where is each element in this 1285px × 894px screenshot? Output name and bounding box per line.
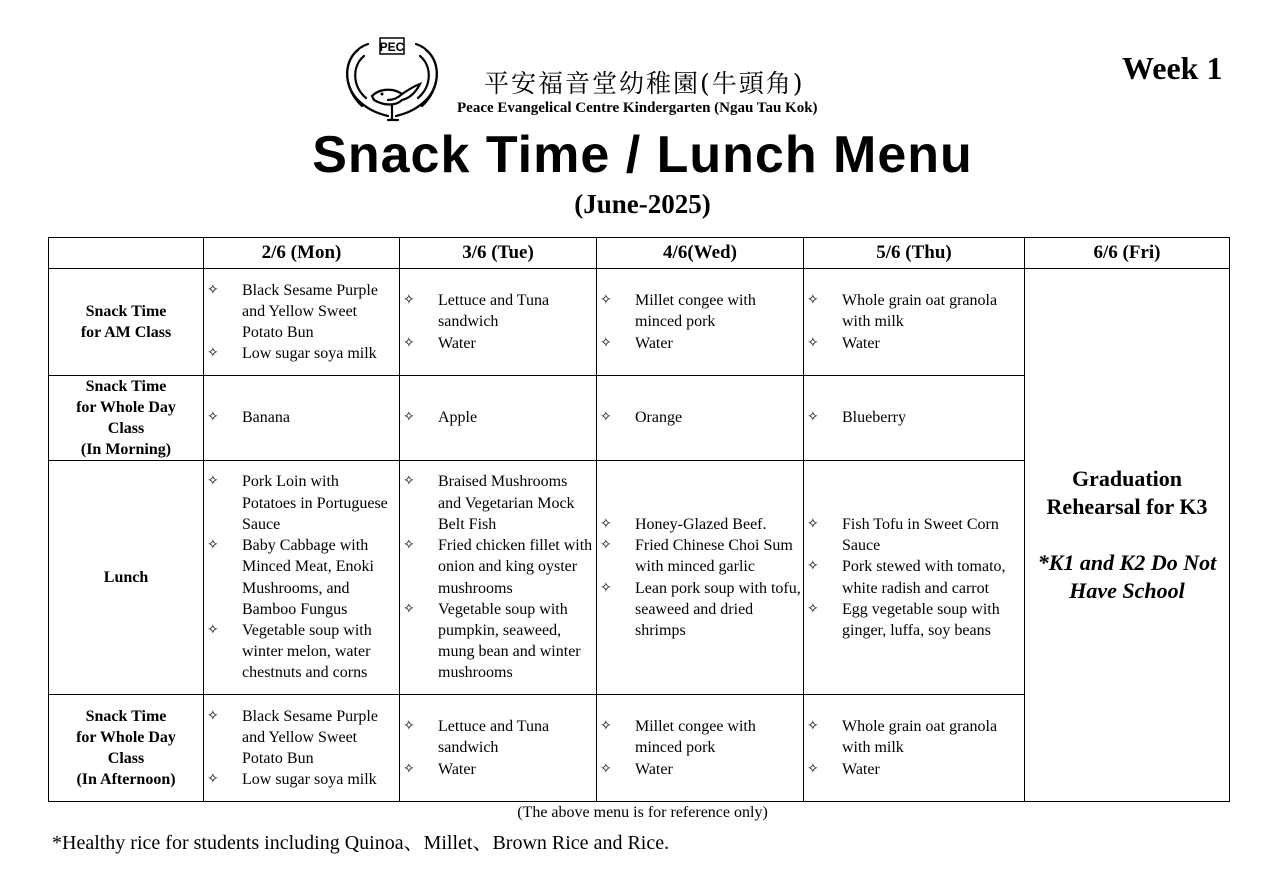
menu-item-text: Lean pork soup with tofu, seaweed and dried shrimps	[635, 579, 801, 639]
menu-item	[204, 620, 399, 684]
menu-item	[597, 407, 803, 428]
menu-item	[400, 290, 596, 332]
menu-item	[400, 716, 596, 758]
menu-cell	[400, 269, 597, 376]
row-header	[49, 269, 204, 376]
row-header-line: Class	[107, 420, 145, 437]
menu-item	[400, 333, 596, 354]
menu-item	[804, 290, 1024, 332]
menu-item-text: Honey-Glazed Beef.	[635, 515, 767, 533]
menu-item-list	[804, 514, 1024, 641]
menu-item-list	[204, 280, 399, 365]
row-header-line: Snack Time	[85, 708, 167, 725]
star-bullet-icon: ✧	[403, 473, 415, 490]
menu-item-list	[804, 407, 1024, 428]
menu-item	[400, 471, 596, 535]
menu-item-text: Water	[438, 334, 476, 352]
menu-item	[804, 556, 1024, 598]
friday-note-line: Have School	[1069, 578, 1185, 603]
menu-item-text: Apple	[438, 409, 478, 427]
star-bullet-icon: ✧	[807, 760, 819, 777]
row-header	[49, 376, 204, 461]
menu-cell	[804, 269, 1025, 376]
menu-cell	[804, 376, 1025, 461]
school-name-english: Peace Evangelical Centre Kindergarten (Ngau Tau Kok)	[457, 100, 818, 116]
row-header-line: (In Afternoon)	[76, 771, 176, 788]
footer-note: *Healthy rice for students including Quinoa、Millet、Brown Rice and Rice.	[52, 832, 670, 854]
star-bullet-icon: ✧	[807, 718, 819, 735]
menu-item	[204, 280, 399, 344]
menu-table	[48, 237, 1230, 802]
row-header-line: Class	[107, 750, 145, 767]
star-bullet-icon: ✧	[207, 281, 219, 298]
menu-item-list	[597, 407, 803, 428]
menu-item-text: Low sugar soya milk	[242, 771, 377, 789]
menu-cell	[597, 269, 804, 376]
menu-item-list	[804, 716, 1024, 780]
menu-item-list	[204, 407, 399, 428]
menu-item-text: Vegetable soup with pumpkin, seaweed, mung bean and winter mushrooms	[438, 600, 581, 682]
star-bullet-icon: ✧	[807, 334, 819, 351]
star-bullet-icon: ✧	[207, 473, 219, 490]
menu-item-list	[204, 471, 399, 683]
row-header-line: Snack Time	[85, 378, 167, 395]
menu-item	[204, 343, 399, 364]
row-header	[49, 695, 204, 802]
menu-cell	[400, 376, 597, 461]
reference-note: (The above menu is for reference only)	[517, 804, 768, 821]
menu-item-text: Low sugar soya milk	[242, 345, 377, 363]
star-bullet-icon: ✧	[207, 621, 219, 638]
page-subtitle: (June-2025)	[574, 189, 711, 219]
menu-item	[597, 290, 803, 332]
menu-item-text: Orange	[635, 409, 683, 427]
row-header-line: for AM Class	[80, 324, 172, 341]
menu-item-text: Pork stewed with tomato, white radish and carrot	[842, 558, 1006, 597]
menu-item	[597, 716, 803, 758]
star-bullet-icon: ✧	[207, 409, 219, 426]
menu-cell	[204, 695, 400, 802]
menu-item-list	[400, 716, 596, 780]
star-bullet-icon: ✧	[207, 707, 219, 724]
star-bullet-icon: ✧	[600, 760, 612, 777]
menu-item-text: Millet congee with minced pork	[635, 718, 756, 757]
menu-item-list	[597, 514, 803, 641]
menu-item-text: Banana	[242, 409, 290, 427]
menu-item	[597, 535, 803, 577]
star-bullet-icon: ✧	[207, 771, 219, 788]
row-header	[49, 461, 204, 695]
menu-item	[204, 535, 399, 620]
friday-event-line: Rehearsal for K3	[1046, 494, 1208, 519]
menu-item-text: Water	[842, 760, 880, 778]
row-header-line: (In Morning)	[80, 441, 172, 458]
menu-item	[400, 407, 596, 428]
star-bullet-icon: ✧	[403, 409, 415, 426]
menu-item-text: Vegetable soup with winter melon, water chestnuts and corns	[242, 621, 372, 682]
menu-item-list	[400, 407, 596, 428]
menu-cell	[400, 461, 597, 695]
menu-cell	[804, 695, 1025, 802]
menu-item-text: Whole grain oat granola with milk	[842, 718, 998, 757]
day-header: 6/6 (Fri)	[1025, 238, 1230, 269]
menu-cell	[804, 461, 1025, 695]
menu-row	[49, 269, 1230, 376]
friday-event-line: Graduation	[1071, 466, 1183, 491]
menu-cell	[597, 695, 804, 802]
menu-cell	[597, 461, 804, 695]
menu-item	[597, 514, 803, 535]
logo-text: PEC	[379, 40, 405, 54]
menu-cell	[204, 461, 400, 695]
menu-item	[804, 333, 1024, 354]
menu-cell	[204, 376, 400, 461]
star-bullet-icon: ✧	[207, 345, 219, 362]
star-bullet-icon: ✧	[403, 600, 415, 617]
day-header: 3/6 (Tue)	[400, 238, 597, 269]
star-bullet-icon: ✧	[600, 537, 612, 554]
menu-item	[204, 407, 399, 428]
menu-item-list	[597, 290, 803, 354]
menu-item-text: Baby Cabbage with Minced Meat, Enoki Mushrooms, and Bamboo Fungus	[242, 537, 374, 618]
star-bullet-icon: ✧	[207, 537, 219, 554]
star-bullet-icon: ✧	[600, 292, 612, 309]
star-bullet-icon: ✧	[403, 537, 415, 554]
menu-item-text: Lettuce and Tuna sandwich	[438, 718, 550, 757]
menu-item-text: Fried chicken fillet with onion and king oyster mushrooms	[438, 537, 593, 597]
corner-cell	[49, 238, 204, 269]
star-bullet-icon: ✧	[600, 409, 612, 426]
menu-cell	[204, 269, 400, 376]
star-bullet-icon: ✧	[807, 515, 819, 532]
star-bullet-icon: ✧	[403, 292, 415, 309]
menu-item-text: Black Sesame Purple and Yellow Sweet Potato Bun	[242, 281, 378, 341]
star-bullet-icon: ✧	[807, 409, 819, 426]
menu-item	[597, 333, 803, 354]
menu-item-list	[400, 290, 596, 354]
star-bullet-icon: ✧	[807, 292, 819, 309]
day-header: 5/6 (Thu)	[804, 238, 1025, 269]
menu-item-text: Egg vegetable soup with ginger, luffa, soy beans	[842, 600, 1000, 639]
friday-note-line: *K1 and K2 Do Not	[1037, 550, 1217, 575]
menu-item	[804, 716, 1024, 758]
menu-item	[804, 759, 1024, 780]
star-bullet-icon: ✧	[600, 718, 612, 735]
menu-item	[597, 759, 803, 780]
friday-cell	[1025, 269, 1230, 802]
star-bullet-icon: ✧	[600, 334, 612, 351]
menu-item-text: Black Sesame Purple and Yellow Sweet Potato Bun	[242, 707, 378, 767]
menu-item	[400, 535, 596, 599]
menu-cell	[597, 376, 804, 461]
row-header-line: for Whole Day	[76, 399, 176, 416]
menu-item-list	[597, 716, 803, 780]
menu-item-text: Braised Mushrooms and Vegetarian Mock Belt Fish	[438, 473, 575, 533]
menu-item-text: Water	[842, 334, 880, 352]
day-header: 2/6 (Mon)	[204, 238, 400, 269]
menu-item	[400, 759, 596, 780]
row-header-line: Lunch	[103, 569, 149, 586]
menu-item	[804, 599, 1024, 641]
menu-item-text: Fish Tofu in Sweet Corn Sauce	[842, 515, 999, 555]
menu-item-list	[804, 290, 1024, 354]
menu-item-text: Fried Chinese Choi Sum with minced garlic	[635, 537, 793, 576]
menu-item-text: Pork Loin with Potatoes in Portuguese Sauce	[242, 473, 388, 533]
menu-item-list	[204, 706, 399, 791]
menu-item	[204, 471, 399, 535]
day-header: 4/6(Wed)	[597, 238, 804, 269]
menu-item-text: Water	[438, 760, 476, 778]
week-label: Week 1	[1122, 50, 1223, 86]
row-header-line: Snack Time	[85, 303, 167, 320]
menu-item	[204, 706, 399, 770]
star-bullet-icon: ✧	[807, 600, 819, 617]
menu-cell	[400, 695, 597, 802]
star-bullet-icon: ✧	[807, 558, 819, 575]
star-bullet-icon: ✧	[403, 334, 415, 351]
menu-item	[204, 769, 399, 790]
menu-item	[804, 407, 1024, 428]
menu-item-text: Water	[635, 760, 673, 778]
star-bullet-icon: ✧	[600, 515, 612, 532]
menu-item	[804, 514, 1024, 556]
menu-item	[400, 599, 596, 684]
school-name-chinese: 平安福音堂幼稚園(牛頭角)	[484, 69, 805, 98]
menu-item-text: Lettuce and Tuna sandwich	[438, 292, 550, 331]
star-bullet-icon: ✧	[403, 718, 415, 735]
menu-item	[597, 578, 803, 642]
star-bullet-icon: ✧	[600, 579, 612, 596]
menu-item-text: Whole grain oat granola with milk	[842, 292, 998, 331]
school-logo	[338, 36, 446, 128]
menu-item-list	[400, 471, 596, 683]
menu-item-text: Millet congee with minced pork	[635, 292, 756, 331]
page-title: Snack Time / Lunch Menu	[312, 126, 973, 184]
friday-no-school-note	[1025, 549, 1229, 605]
day-header-row	[49, 238, 1230, 269]
star-bullet-icon: ✧	[403, 760, 415, 777]
menu-item-text: Blueberry	[842, 409, 906, 427]
menu-item-text: Water	[635, 334, 673, 352]
row-header-line: for Whole Day	[76, 729, 176, 746]
